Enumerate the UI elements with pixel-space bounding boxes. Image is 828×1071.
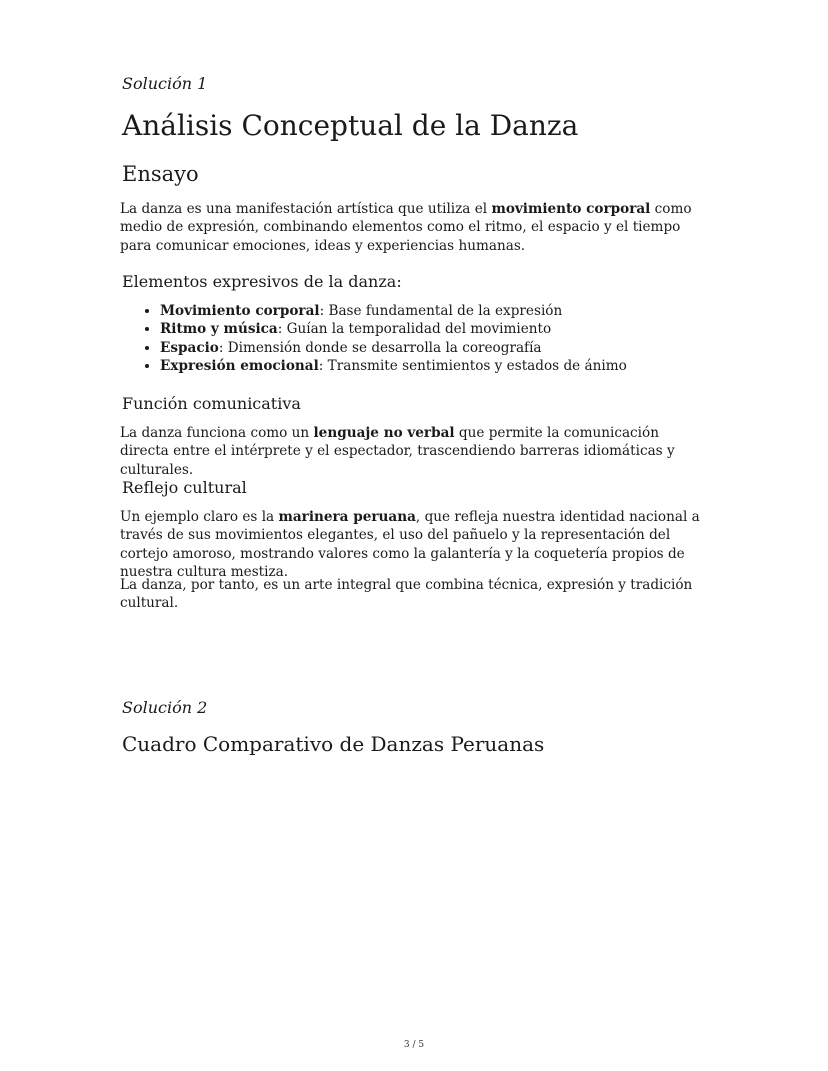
document-title: Análisis Conceptual de la Danza xyxy=(122,109,579,142)
list-item-desc: : Guían la temporalidad del movimiento xyxy=(277,321,552,338)
list-item-term: Ritmo y música xyxy=(160,321,278,338)
list-item-desc: : Transmite sentimientos y estados de ánimo xyxy=(318,358,627,375)
solution-2-title: Cuadro Comparativo de Danzas Peruanas xyxy=(122,732,545,756)
intro-text-end: como medio de expresión, combinando elementos como el ritmo, el espacio y el tiempo para comunicar emociones, ideas y experiencias humanas. xyxy=(120,201,692,254)
function-bold-term: lenguaje no verbal xyxy=(313,425,455,441)
conclusion-paragraph: La danza, por tanto, es un arte integral que combina técnica, expresión y tradición cultural. xyxy=(120,577,693,612)
list-item xyxy=(160,339,760,357)
function-text-end: que permite la comunicación directa entre el intérprete y el espectador, trascendiendo barreras idiomáticas y culturales. xyxy=(120,425,675,478)
intro-text-start: La danza es una manifestación artística que utiliza el xyxy=(120,201,492,217)
list-item-term: Expresión emocional xyxy=(160,358,319,375)
culture-paragraph xyxy=(120,508,710,582)
elements-heading: Elementos expresivos de la danza: xyxy=(122,272,402,291)
section-heading-essay: Ensayo xyxy=(122,162,199,186)
function-heading: Función comunicativa xyxy=(122,394,301,413)
solution-1-label: Solución 1 xyxy=(122,74,208,93)
list-item-term: Espacio xyxy=(160,339,219,356)
function-paragraph xyxy=(120,424,710,479)
page-number: 3 / 5 xyxy=(403,1040,425,1050)
list-item-term: Movimiento corporal xyxy=(160,303,320,319)
list-item-desc: : Dimensión donde se desarrolla la coreografía xyxy=(218,339,542,356)
solution-2-label: Solución 2 xyxy=(122,698,208,717)
culture-bold-term: marinera peruana xyxy=(278,509,416,525)
intro-bold-term: movimiento corporal xyxy=(491,201,651,217)
function-text-start: La danza funciona como un xyxy=(120,425,314,441)
list-item xyxy=(160,302,760,320)
culture-heading: Reflejo cultural xyxy=(122,478,247,497)
culture-text-start: Un ejemplo claro es la xyxy=(120,509,279,525)
elements-list xyxy=(120,302,760,376)
list-item-desc: : Base fundamental de la expresión xyxy=(319,303,563,319)
list-item xyxy=(160,357,760,375)
intro-paragraph xyxy=(120,200,710,255)
culture-text-end: , que refleja nuestra identidad nacional a través de sus movimientos elegantes, el uso del pañuelo y la representación del cortejo amoroso, mostrando valores como la galantería y la coquetería propios de nuestra cultura mestiza. xyxy=(120,509,700,581)
list-item xyxy=(160,320,760,338)
